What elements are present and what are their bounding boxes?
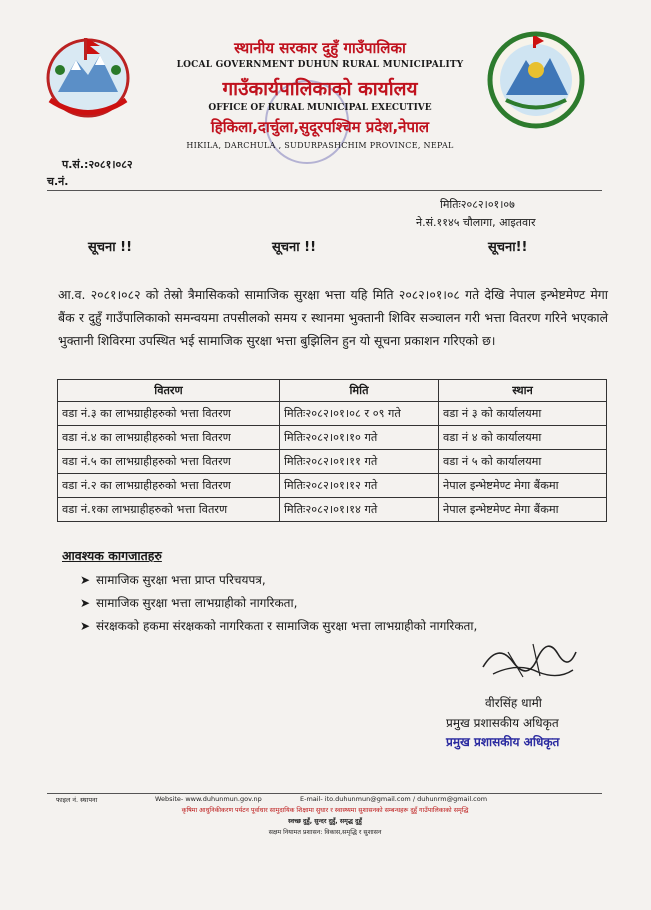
date-nepal-sambat: ने.सं.११४५ चौलागा, आइतवार [416, 216, 536, 229]
footer-motto-2: स्वच्छ दुहुँ, सुन्दर दुहुँ, समृद्ध दुहुँ [288, 818, 362, 825]
table-cell: नेपाल इन्भेष्टमेण्ट मेगा बैंकमा [439, 474, 607, 498]
list-item-text: सामाजिक सुरक्षा भत्ता लाभग्राहीको नागरिकता, [96, 596, 298, 610]
table-cell: वडा नं ४ को कार्यालयमा [439, 426, 607, 450]
footer-motto-1: कृषिमा आधुनिकीकरण पर्यटन पूर्वाधार सामुदायिक शिक्षामा सुधार र स्वास्थ्यमा सुशासनको सम्बन्धहरू दुहुँ गाउँपालिकाको समृद्धि [181, 807, 469, 814]
header-line-2: LOCAL GOVERNMENT DUHUN RURAL MUNICIPALITY [176, 60, 464, 70]
table-row [58, 474, 607, 498]
list-item-text: संरक्षकको हकमा संरक्षकको नागरिकता र सामाजिक सुरक्षा भत्ता लाभग्राहीको नागरिकता, [96, 619, 478, 633]
header-line-1: स्थानीय सरकार दुहुँ गाउँपालिका [234, 39, 406, 57]
table-header-cell: वितरण [58, 380, 280, 402]
municipality-logo [486, 30, 586, 130]
table-cell: वडा नं.४ का लाभग्राहीहरुको भत्ता वितरण [58, 426, 280, 450]
letter-reference-number: प.सं.:२०८१।०८२ [62, 158, 133, 171]
notice-title-center: सूचना !! [272, 240, 317, 255]
footer-file-code: फाइल नं. स्थापना [56, 796, 98, 804]
table-header-cell: स्थान [439, 380, 607, 402]
signatory-stamp: प्रमुख प्रशासकीय अधिकृत [446, 735, 560, 749]
table-cell: मितिः२०८२।०१।१० गते [280, 426, 439, 450]
table-row [58, 498, 607, 522]
table-cell: नेपाल इन्भेष्टमेण्ट मेगा बैंकमा [439, 498, 607, 522]
date-bs: मितिः२०८२।०१।०७ [440, 198, 515, 211]
notice-paragraph: आ.व. २०८१।०८२ को तेस्रो त्रैमासिकको सामाजिक सुरक्षा भत्ता यहि मिति २०८२।०१।०८ गते देखि नेपाल इन्भेष्टमेण्ट मेगा बैंक र दुहुँ गाउँपालिकाको समन्वयमा तपसीलको समय र स्थानमा भुक्तानी शिविर सञ्चालन गरी भत्ता वितरण गरिने भएकाले भुक्तानी शिविरमा उपस्थित भई सामाजिक सुरक्षा भत्ता बुझिलिन हुन यो सूचना प्रकाशन गरिएको छ। [58, 287, 608, 348]
distribution-schedule-table [57, 379, 607, 522]
list-item-text: सामाजिक सुरक्षा भत्ता प्राप्त परिचयपत्र, [96, 573, 266, 587]
signatory-title: प्रमुख प्रशासकीय अधिकृत [446, 716, 559, 730]
table-header-cell: मिति [280, 380, 439, 402]
header-line-4: OFFICE OF RURAL MUNICIPAL EXECUTIVE [208, 103, 432, 113]
table-row [58, 450, 607, 474]
nepal-emblem-logo [38, 30, 138, 125]
table-row [58, 402, 607, 426]
table-cell: वडा नं.५ का लाभग्राहीहरुको भत्ता वितरण [58, 450, 280, 474]
table-cell: वडा नं.२ का लाभग्राहीहरुको भत्ता वितरण [58, 474, 280, 498]
notice-title-left: सूचना !! [88, 240, 133, 255]
footer-motto-3: सक्षम नियामत प्रशासन: विकास,समृद्धि र सुशासन [268, 829, 382, 836]
required-documents-title: आवश्यक कागजातहरु [62, 548, 162, 563]
table-cell: वडा नं ३ को कार्यालयमा [439, 402, 607, 426]
footer-website: Website- www.duhunmun.gov.np [155, 795, 262, 803]
footer-divider [47, 793, 602, 794]
list-item [80, 615, 477, 638]
dispatch-number: च.नं. [47, 175, 69, 188]
arrow-bullet-icon: ➤ [80, 573, 91, 587]
notice-title-right: सूचना!! [488, 240, 528, 255]
list-item [80, 569, 477, 592]
header-line-5: हिकिला,दार्चुला,सुदूरपश्चिम प्रदेश,नेपाल [210, 118, 430, 136]
header-line-6: HIKILA, DARCHULA , SUDURPASHCHIM PROVINCE, NEPAL [186, 141, 454, 150]
arrow-bullet-icon: ➤ [80, 596, 91, 610]
table-header-row [58, 380, 607, 402]
list-item [80, 592, 477, 615]
table-cell: मितिः२०८२।०१।०८ र ०९ गते [280, 402, 439, 426]
footer-email: E-mail- ito.duhunmun@gmail.com / duhunrm@gmail.com [300, 795, 488, 803]
signatory-name: वीरसिंह धामी [485, 696, 542, 710]
table-cell: मितिः२०८२।०१।११ गते [280, 450, 439, 474]
required-documents-list [80, 569, 477, 638]
table-row [58, 426, 607, 450]
table-cell: मितिः२०८२।०१।१२ गते [280, 474, 439, 498]
handwritten-signature [478, 632, 578, 687]
table-cell: वडा नं ५ को कार्यालयमा [439, 450, 607, 474]
table-cell: मितिः२०८२।०१।१४ गते [280, 498, 439, 522]
table-cell: वडा नं.१का लाभग्राहीहरुको भत्ता वितरण [58, 498, 280, 522]
header-divider [47, 190, 602, 191]
header-line-3: गाउँकार्यपालिकाको कार्यालय [222, 78, 418, 100]
arrow-bullet-icon: ➤ [80, 619, 91, 633]
table-cell: वडा नं.३ का लाभग्राहीहरुको भत्ता वितरण [58, 402, 280, 426]
